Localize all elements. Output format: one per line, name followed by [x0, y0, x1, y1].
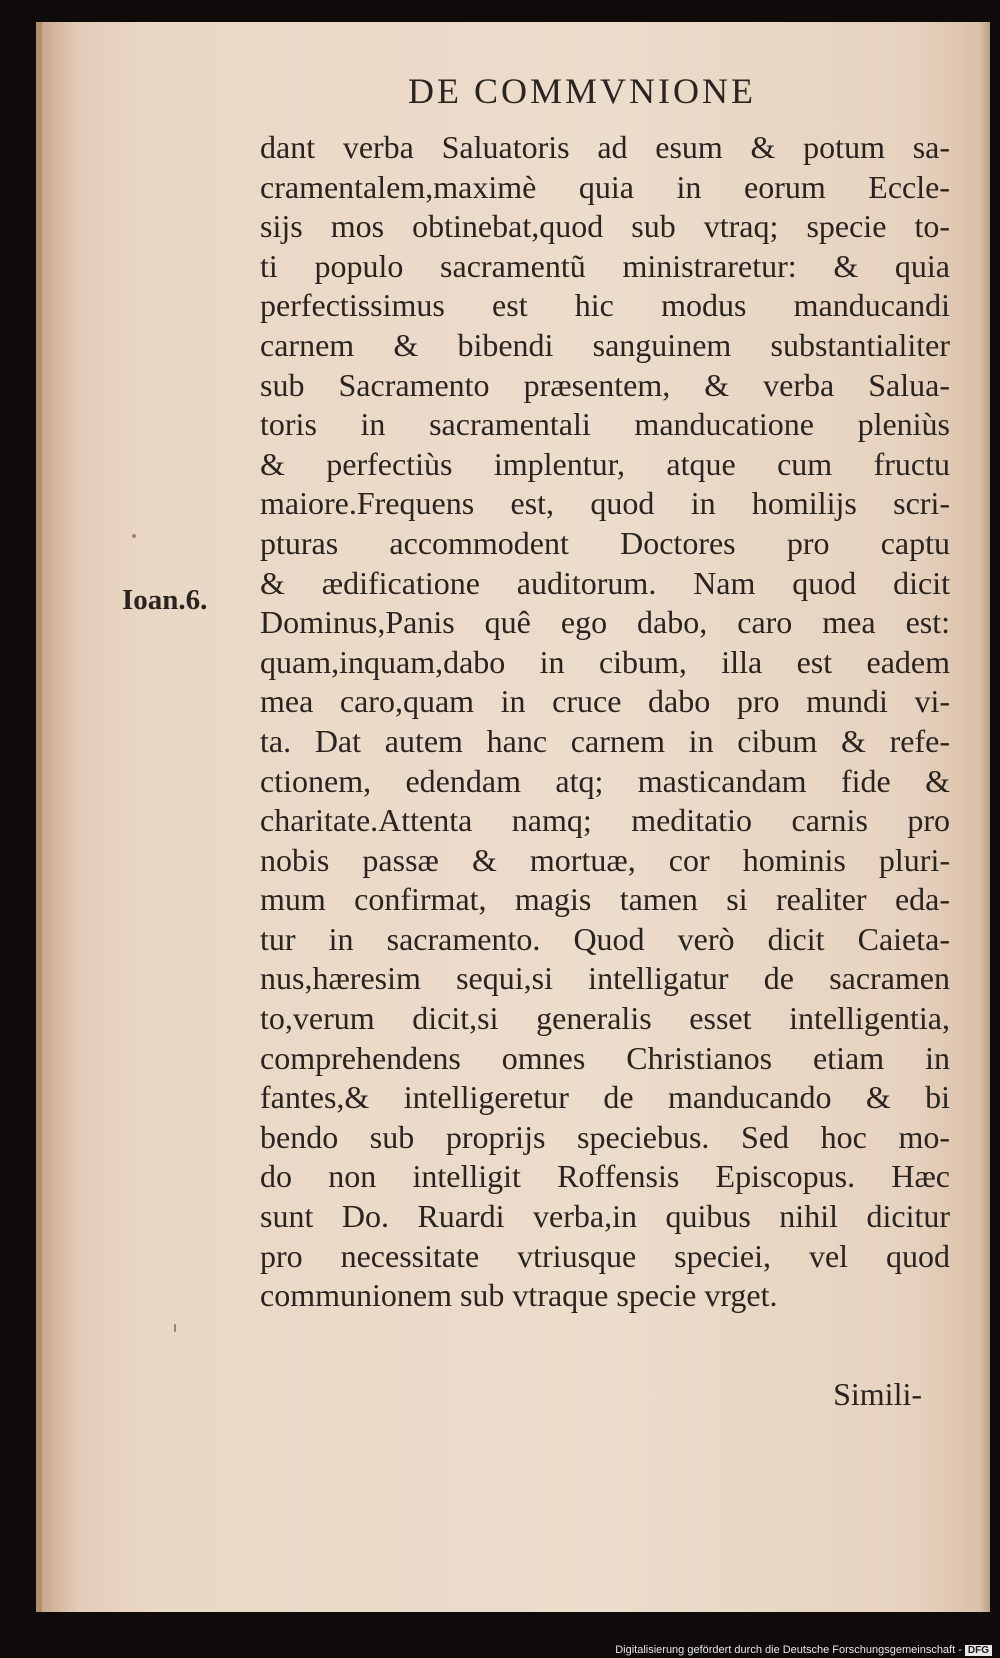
text-line: maiore.Frequens est, quod in homilijs scri- [260, 485, 950, 522]
text-line: pturas accommodent Doctores pro captu [260, 524, 950, 561]
dfg-logo: DFG [965, 1645, 992, 1656]
credit-text: Digitalisierung gefördert durch die Deutsche Forschungsgemeinschaft - [615, 1644, 962, 1656]
digitization-credit [615, 1644, 992, 1656]
text-line: comprehendens omnes Christianos etiam in [260, 1039, 950, 1076]
catchword: Simili- [833, 1376, 922, 1412]
body-text [260, 128, 950, 1316]
text-line: Dominus,Panis quê ego dabo, caro mea est: [260, 604, 950, 641]
text-line: charitate.Attenta namq; meditatio carnis pro [260, 802, 950, 839]
text-line: to,verum dicit,si generalis esset intelligentia, [260, 1000, 950, 1037]
text-line: do non intelligit Roffensis Episcopus. Hæc [260, 1158, 950, 1195]
paper-speck [174, 1324, 176, 1332]
text-line: toris in sacramentali manducatione pleniùs [260, 406, 950, 443]
text-line: & perfectiùs implentur, atque cum fructu [260, 445, 950, 482]
text-line: & ædificatione auditorum. Nam quod dicit [260, 564, 950, 601]
text-line: quam,inquam,dabo in cibum, illa est eadem [260, 643, 950, 680]
text-line: ti populo sacramentũ ministraretur: & quia [260, 247, 950, 284]
book-page [36, 22, 990, 1612]
text-line: mea caro,quam in cruce dabo pro mundi vi- [260, 683, 950, 720]
text-line: nobis passæ & mortuæ, cor hominis pluri- [260, 841, 950, 878]
text-line: perfectissimus est hic modus manducandi [260, 287, 950, 324]
text-line: sijs mos obtinebat,quod sub vtraq; specie to- [260, 208, 950, 245]
text-line: carnem & bibendi sanguinem substantialiter [260, 326, 950, 363]
text-line: nus,hæresim sequi,si intelligatur de sacramen [260, 960, 950, 997]
text-line: sunt Do. Ruardi verba,in quibus nihil dicitur [260, 1198, 950, 1235]
text-line: dant verba Saluatoris ad esum & potum sa- [260, 129, 950, 165]
text-line: communionem sub vtraque specie vrget. [260, 1277, 778, 1314]
text-line: mum confirmat, magis tamen si realiter eda- [260, 881, 950, 918]
paper-speck [132, 534, 136, 538]
text-line: cramentalem,maximè quia in eorum Eccle- [260, 168, 950, 205]
text-line: sub Sacramento præsentem, & verba Salua- [260, 366, 950, 403]
text-line: ctionem, edendam atq; masticandam fide & [260, 762, 950, 799]
text-line: ta. Dat autem hanc carnem in cibum & refe- [260, 722, 950, 759]
running-head: DE COMMVNIONE [408, 71, 756, 111]
text-line: bendo sub proprijs speciebus. Sed hoc mo- [260, 1118, 950, 1155]
margin-note: Ioan.6. [122, 584, 208, 616]
text-line: tur in sacramento. Quod verò dicit Caieta- [260, 920, 950, 957]
text-line: pro necessitate vtriusque speciei, vel quod [260, 1237, 950, 1274]
text-line: fantes,& intelligeretur de manducando & bi [260, 1079, 950, 1116]
